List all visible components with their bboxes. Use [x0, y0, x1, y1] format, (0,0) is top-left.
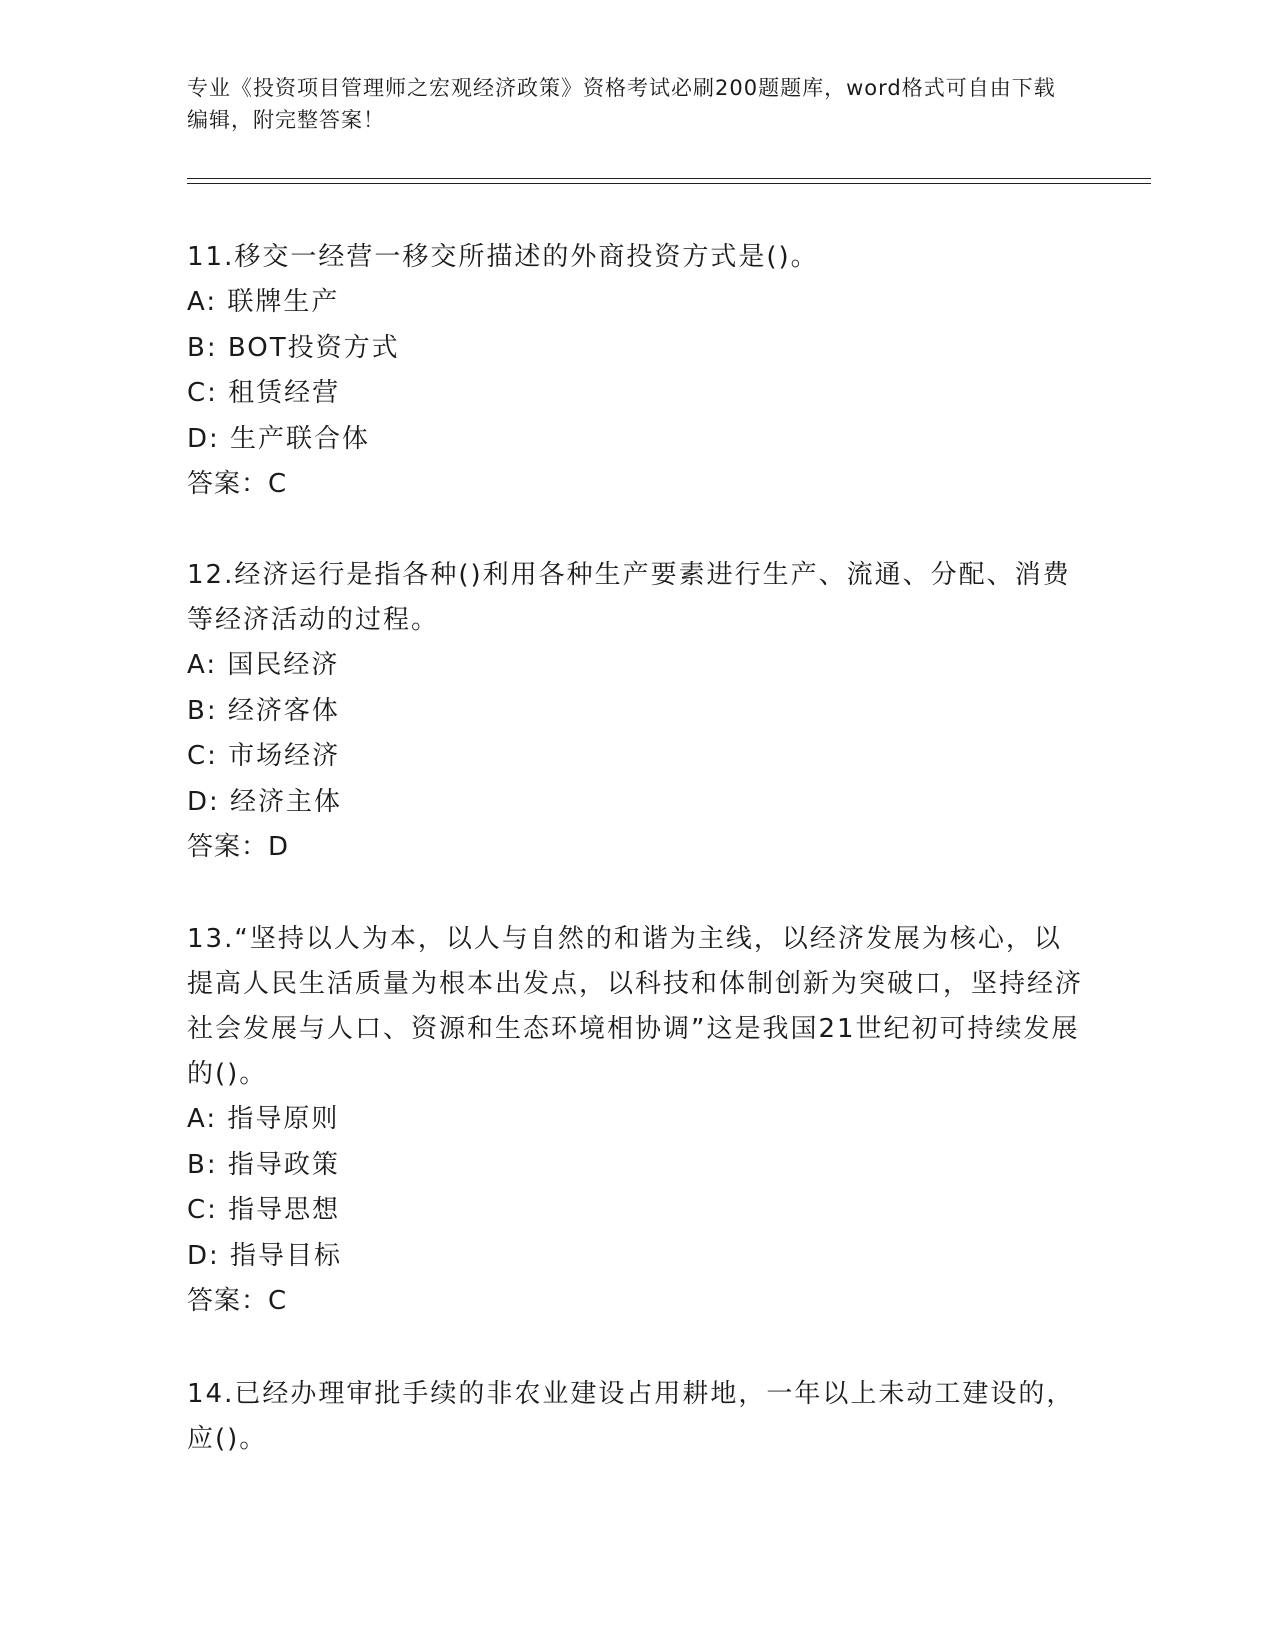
document-header: 专业《投资项目管理师之宏观经济政策》资格考试必刷200题题库，word格式可自由下载编辑，附完整答案！ — [187, 76, 1056, 132]
header-divider-bottom — [187, 183, 1151, 184]
option-d: D: 生产联合体 — [187, 423, 371, 454]
answer-line: 答案：C — [187, 469, 288, 499]
question-13 — [187, 917, 1087, 1325]
option-c: C: 市场经济 — [187, 741, 341, 771]
option-c: C: 租赁经营 — [187, 378, 341, 408]
option-a: A: 联牌生产 — [187, 287, 340, 317]
question-11 — [187, 235, 1087, 508]
answer-line: 答案：D — [187, 832, 290, 862]
option-a: A: 指导原则 — [187, 1104, 340, 1134]
question-12 — [187, 553, 1087, 871]
question-stem: 14.已经办理审批手续的非农业建设占用耕地，一年以上未动工建设的，应()。 — [187, 1379, 1075, 1454]
option-a: A: 国民经济 — [187, 650, 340, 680]
question-stem: 13.“坚持以人为本，以人与自然的和谐为主线，以经济发展为核心，以提高人民生活质量为根本出发点，以科技和体制创新为突破口，坚持经济社会发展与人口、资源和生态环境相协调”这是我国21世纪初可持续发展的()。 — [187, 924, 1084, 1089]
question-stem: 12.经济运行是指各种()利用各种生产要素进行生产、流通、分配、消费等经济活动的过程。 — [187, 560, 1071, 635]
question-14 — [187, 1372, 1087, 1462]
option-b: B: 经济客体 — [187, 695, 340, 726]
option-d: D: 经济主体 — [187, 786, 343, 817]
header-divider-top — [187, 178, 1151, 179]
option-c: C: 指导思想 — [187, 1195, 341, 1225]
question-stem: 11.移交一经营一移交所描述的外商投资方式是()。 — [187, 242, 819, 272]
option-b: B: BOT投资方式 — [187, 332, 400, 363]
answer-line: 答案：C — [187, 1286, 288, 1316]
option-d: D: 指导目标 — [187, 1240, 343, 1271]
option-b: B: 指导政策 — [187, 1149, 340, 1180]
